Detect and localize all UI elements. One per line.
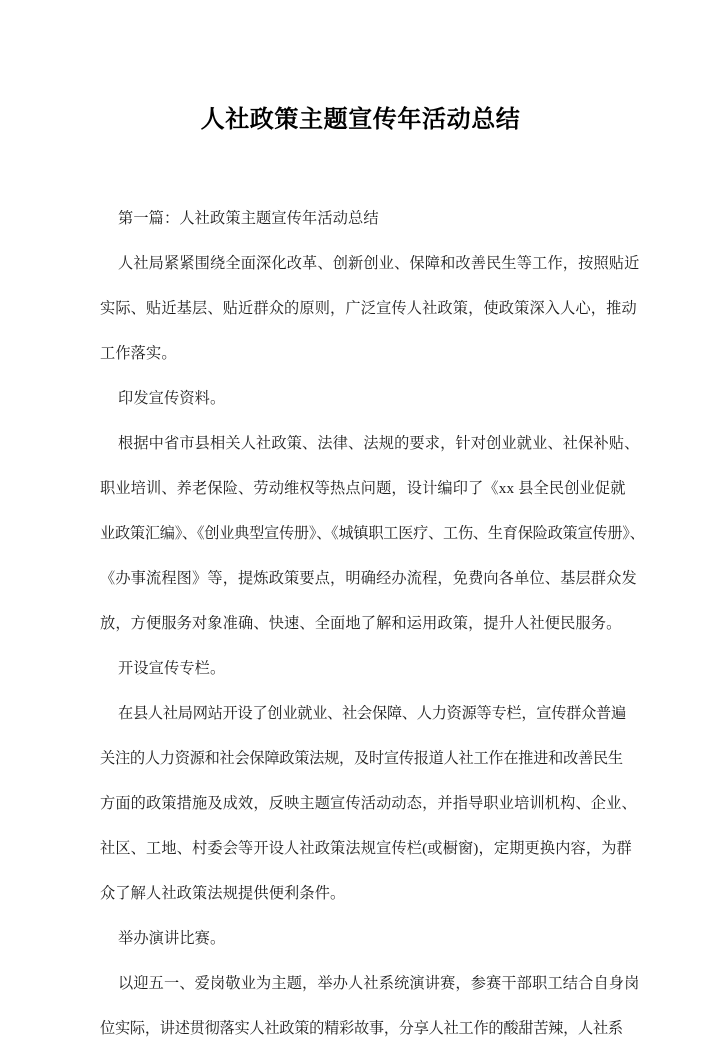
page-title: 人社政策主题宣传年活动总结 (200, 105, 521, 134)
body-text-line: 业政策汇编》、《创业典型宣传册》、《城镇职工医疗、工伤、生育保险政策宣传册》、 (100, 525, 645, 542)
body-text-line: 印发宣传资料。 (118, 390, 226, 407)
body-text-line: 放，方便服务对象准确、快速、全面地了解和运用政策，提升人社便民服务。 (100, 615, 622, 632)
body-text-line: 位实际，讲述贯彻落实人社政策的精彩故事，分享人社工作的酸甜苦辣，人社系 (100, 1020, 623, 1037)
body-text-line: 根据中省市县相关人社政策、法律、法规的要求，针对创业就业、社保补贴、 (118, 435, 640, 452)
document-body (100, 196, 645, 1051)
body-text-line: 在县人社局网站开设了创业就业、社会保障、人力资源等专栏，宣传群众普遍 (118, 705, 626, 722)
body-text-line: 关注的人力资源和社会保障政策法规，及时宣传报道人社工作在推进和改善民生 (100, 750, 623, 767)
body-text-line: 实际、贴近基层、贴近群众的原则，广泛宣传人社政策，使政策深入人心，推动 (100, 300, 637, 317)
body-text-line: 《办事流程图》等，提炼政策要点，明确经办流程，免费向各单位、基层群众发 (100, 570, 637, 587)
body-text-line: 以迎五一、爱岗敬业为主题，举办人社系统演讲赛，参赛干部职工结合自身岗 (118, 975, 640, 992)
body-text-line: 方面的政策措施及成效，反映主题宣传活动动态，并指导职业培训机构、企业、 (100, 795, 637, 812)
body-text-line: 开设宣传专栏。 (118, 660, 226, 677)
body-text-line: 工作落实。 (100, 345, 177, 362)
body-text-line: 举办演讲比赛。 (118, 930, 226, 947)
body-text-line: 第一篇：人社政策主题宣传年活动总结 (118, 210, 379, 227)
body-text-line: 众了解人社政策法规提供便利条件。 (100, 885, 346, 902)
body-text-line: 社区、工地、村委会等开设人社政策法规宣传栏(或橱窗)，定期更换内容，为群 (100, 840, 632, 857)
body-text-line: 人社局紧紧围绕全面深化改革、创新创业、保障和改善民生等工作，按照贴近 (118, 255, 640, 272)
body-text-line: 职业培训、养老保险、劳动维权等热点问题，设计编印了《xx 县全民创业促就 (100, 480, 626, 497)
